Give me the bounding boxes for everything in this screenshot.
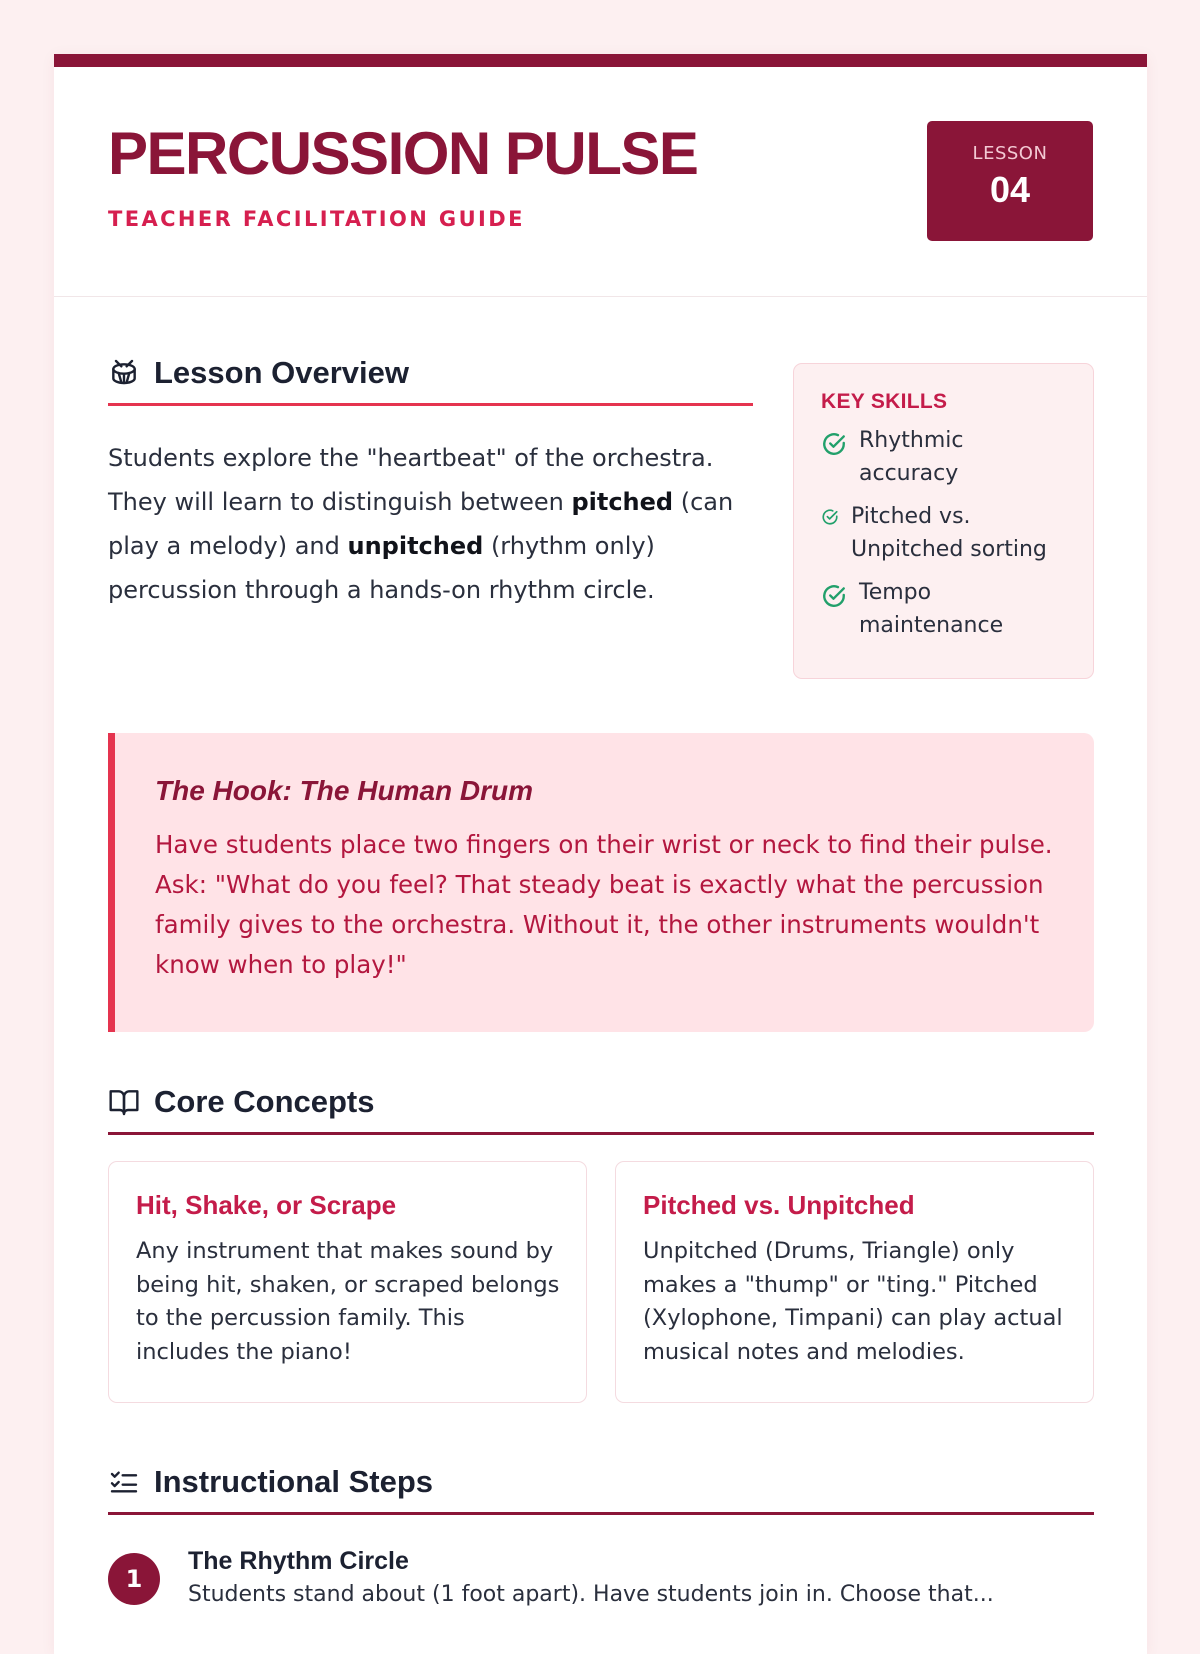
page-subtitle: TEACHER FACILITATION GUIDE [108,207,525,231]
page-title: PERCUSSION PULSE [108,120,698,187]
overview-bold-term: unpitched [347,532,484,560]
lesson-guide-sheet [54,54,1147,1654]
overview-text-part: Students explore the "heartbeat" of the orchestra. They will learn to distinguish between [108,444,714,516]
core-concepts-section [108,1078,1094,1403]
divider [108,403,753,406]
concept-card [615,1161,1094,1403]
drum-icon [108,356,142,390]
check-circle-icon [821,424,847,457]
step-item [108,1547,1094,1607]
section-heading [108,1458,1094,1506]
overview-text [108,436,753,612]
hook-callout [108,733,1094,1032]
overview-text-part: (rhythm only) percussion through a hands-on rhythm circle. [108,532,655,604]
section-heading [108,1078,1094,1126]
divider [108,1512,1094,1515]
lesson-badge [927,121,1093,241]
skill-label: Tempo maintenance [859,580,1004,638]
step-title: The Rhythm Circle [188,1547,409,1575]
check-circle-icon [821,576,847,609]
skill-item [821,500,1067,566]
concept-card [108,1161,587,1403]
hook-text: Have students place two fingers on their wrist or neck to find their pulse. Ask: "What do you feel? That steady beat is exactly what the percussion family gives to the orchestra. Without it, the other instruments wouldn't know when to play!" [155,830,1053,979]
overview-text-part: (can play a melody) and [108,488,734,560]
concept-card-text: Unpitched (Drums, Triangle) only makes a "thump" or "ting." Pitched (Xylophone, Timpani) can play actual musical notes and melodies. [643,1238,1063,1365]
book-open-icon [108,1085,142,1119]
skill-label: Pitched vs. Unpitched sorting [851,504,1047,562]
core-concepts-heading: Core Concepts [154,1084,375,1119]
key-skills-title: KEY SKILLS [821,390,948,413]
overview-bold-term: pitched [571,488,674,516]
lesson-number: 04 [989,169,1031,210]
instructional-steps-section [108,1458,1094,1607]
concept-card-title: Pitched vs. Unpitched [643,1190,915,1220]
overview-heading: Lesson Overview [154,355,410,390]
lesson-label: LESSON [972,143,1048,164]
lesson-overview-section [108,349,753,612]
check-circle-icon [821,500,839,526]
section-heading [108,349,753,397]
guide-header [54,67,1147,297]
skill-item [821,576,1067,642]
key-skills-box [793,363,1094,679]
step-number-badge: 1 [108,1553,160,1605]
concept-card-title: Hit, Shake, or Scrape [136,1190,397,1220]
step-text: Students stand about (1 foot apart). Have students join in. Choose that... [188,1582,994,1607]
instructional-steps-heading: Instructional Steps [154,1464,434,1499]
skill-item [821,424,1067,490]
divider [108,1132,1094,1135]
concept-card-text: Any instrument that makes sound by being hit, shaken, or scraped belongs to the percussion family. This includes the piano! [136,1238,560,1365]
hook-title: The Hook: The Human Drum [155,775,534,806]
skill-label: Rhythmic accuracy [859,428,964,486]
concept-cards [108,1161,1094,1403]
step-body [188,1547,994,1607]
list-checks-icon [108,1465,142,1499]
